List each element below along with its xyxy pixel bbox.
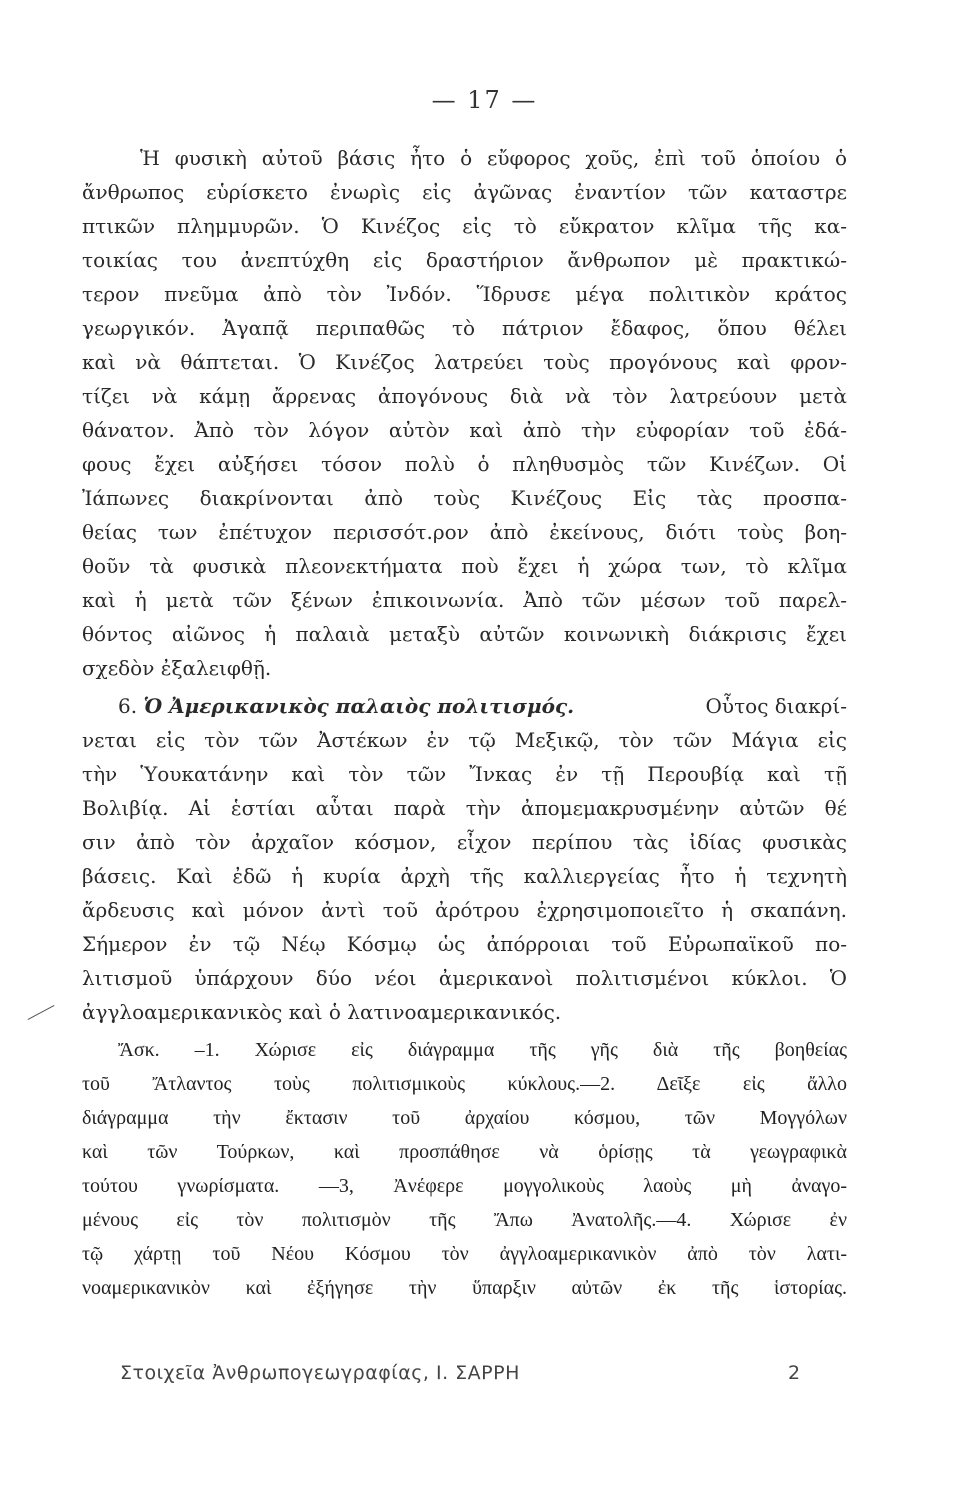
exercise-line: Ἄσκ. –1. Χώρισε εἰς διάγραμμα τῆς γῆς διὰ τῆς βοηθείας (118, 1039, 847, 1061)
text-line: λιτισμοῦ ὑπάρχουν δύο νέοι ἀμερικανοὶ πολιτισμένοι κύκλοι. Ὁ (82, 966, 847, 990)
page-number: — 17 — (431, 86, 538, 114)
section-heading (118, 688, 574, 724)
text-line: θάνατον. Ἀπὸ τὸν λόγον αὐτὸν καὶ ἀπὸ τὴν εὐφορίαν τοῦ ἐδά- (82, 418, 847, 442)
text-line: τὴν Ὑουκατάνην καὶ τὸν τῶν Ἴνκας ἐν τῇ Περουβίᾳ καὶ τῇ (82, 762, 847, 786)
text-line: ἀγγλοαμερικανικὸς καὶ ὁ λατινοαμερικανικός. (82, 1000, 562, 1024)
exercise-line: διάγραμμα τὴν ἔκτασιν τοῦ ἀρχαίου κόσμου, τῶν Μογγόλων (82, 1107, 847, 1129)
text-line: Βολιβίᾳ. Αἱ ἑστίαι αὗται παρὰ τὴν ἀπομεμακρυσμένην αὐτῶν θέ (82, 796, 847, 820)
margin-pen-mark (28, 1005, 55, 1020)
text-line: θείας των ἐπέτυχον περισσότ.ρον ἀπὸ ἐκείνους, διότι τοὺς βοη- (82, 520, 847, 544)
text-line: Ἰάπωνες διακρίνονται ἀπὸ τοὺς Κινέζους Εἰς τὰς προσπα- (82, 486, 847, 510)
text-line: πτικῶν πλημμυρῶν. Ὁ Κινέζος εἰς τὸ εὔκρατον κλῖμα τῆς κα- (82, 214, 847, 238)
section-first-line-rest: Οὗτος διακρί- (705, 694, 847, 718)
exercise-line: νοαμερικανικὸν καὶ ἐξήγησε τὴν ὕπαρξιν αὐτῶν ἐκ τῆς ἱστορίας. (82, 1277, 847, 1299)
section-heading-line (82, 688, 847, 724)
section-title: Ὁ Ἀμερικανικὸς παλαιὸς πολιτισμός. (143, 694, 575, 718)
section-number: 6. (118, 694, 138, 718)
text-line: θόντος αἰῶνος ἡ παλαιὰ μεταξὺ αὐτῶν κοινωνικὴ διάκρισις ἔχει (82, 622, 847, 646)
text-line: σχεδὸν ἐξαλειφθῇ. (82, 656, 272, 680)
exercise-line: τοῦ Ἄτλαντος τοὺς πολιτισμικοὺς κύκλους.—2. Δεῖξε εἰς ἄλλο (82, 1073, 847, 1095)
text-line: θοῦν τὰ φυσικὰ πλεονεκτήματα ποὺ ἔχει ἡ χώρα των, τὸ κλῖμα (82, 554, 847, 578)
text-line: Ἡ φυσικὴ αὐτοῦ βάσις ἦτο ὁ εὔφορος χοῦς, ἐπὶ τοῦ ὁποίου ὁ (140, 146, 847, 170)
footer-signature-number: 2 (788, 1362, 801, 1384)
text-line: νεται εἰς τὸν τῶν Ἀστέκων ἐν τῷ Μεξικῷ, τὸν τῶν Μάγια εἰς (82, 728, 847, 752)
text-line: ἄρδευσις καὶ μόνον ἀντὶ τοῦ ἀρότρου ἐχρησιμοποιεῖτο ἡ σκαπάνη. (82, 898, 847, 922)
exercise-line: μένους εἰς τὸν πολιτισμὸν τῆς Ἄπω Ἀνατολῆς.—4. Χώρισε ἐν (82, 1209, 847, 1231)
text-line: γεωργικόν. Ἀγαπᾷ περιπαθῶς τὸ πάτριον ἔδαφος, ὅπου θέλει (82, 316, 847, 340)
text-line: τερον πνεῦμα ἀπὸ τὸν Ἰνδόν. Ἵδρυσε μέγα πολιτικὸν κράτος (82, 282, 847, 306)
text-line: Σήμερον ἐν τῷ Νέῳ Κόσμῳ ὡς ἀπόρροιαι τοῦ Εὐρωπαϊκοῦ πο- (82, 932, 847, 956)
exercise-line: καὶ τῶν Τούρκων, καὶ προσπάθησε νὰ ὁρίσῃς τὰ γεωγραφικὰ (82, 1141, 847, 1163)
text-line: τοικίας του ἀνεπτύχθη εἰς δραστήριον ἄνθρωπον μὲ πρακτικώ- (82, 248, 847, 272)
text-line: βάσεις. Καὶ ἐδῶ ἡ κυρία ἀρχὴ τῆς καλλιεργείας ἦτο ἡ τεχνητὴ (82, 864, 847, 888)
text-line: καὶ νὰ θάπτεται. Ὁ Κινέζος λατρεύει τοὺς προγόνους καὶ φρον- (82, 350, 847, 374)
text-line: σιν ἀπὸ τὸν ἀρχαῖον κόσμον, εἶχον περίπου τὰς ἰδίας φυσικὰς (82, 830, 847, 854)
footer-book-title: Στοιχεῖα Ἀνθρωπογεωγραφίας, Ι. ΣΑΡΡΗ (120, 1362, 520, 1384)
text-line: ἄνθρωπος εὑρίσκετο ἐνωρὶς εἰς ἀγῶνας ἐναντίον τῶν καταστρε (82, 180, 847, 204)
text-line: καὶ ἡ μετὰ τῶν ξένων ἐπικοινωνία. Ἀπὸ τῶν μέσων τοῦ παρελ- (82, 588, 847, 612)
exercise-line: τούτου γνωρίσματα. —3, Ἀνέφερε μογγολικοὺς λαοὺς μὴ ἀναγο- (82, 1175, 847, 1197)
exercise-line: τῷ χάρτῃ τοῦ Νέου Κόσμου τὸν ἀγγλοαμερικανικὸν ἀπὸ τὸν λατι- (82, 1243, 847, 1265)
text-line: φους ἔχει αὐξήσει τόσον πολὺ ὁ πληθυσμὸς τῶν Κινέζων. Οἱ (82, 452, 847, 476)
text-line: τίζει νὰ κάμῃ ἄρρενας ἀπογόνους διὰ νὰ τὸν λατρεύουν μετὰ (82, 384, 847, 408)
